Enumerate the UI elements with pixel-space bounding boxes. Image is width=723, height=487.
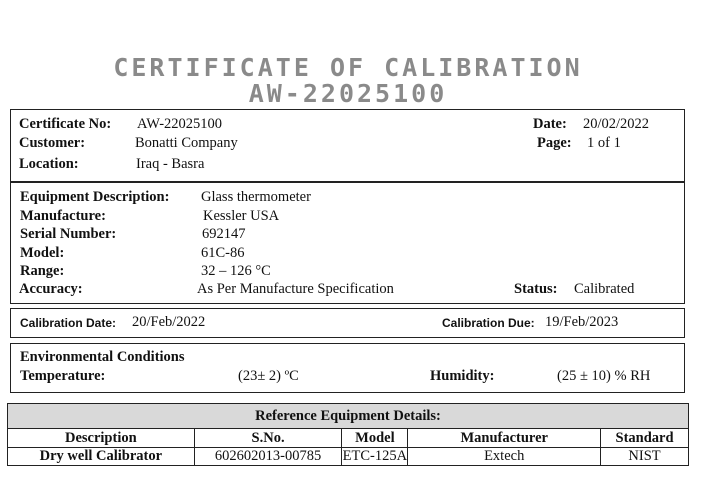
manufacture-value: Kessler USA xyxy=(203,208,280,224)
equipment-description-value: Glass thermometer xyxy=(201,189,311,205)
accuracy-label: Accuracy: xyxy=(19,281,83,297)
table-cell-model: ETC-125A xyxy=(342,448,408,464)
table-cell-standard: NIST xyxy=(601,448,689,466)
model-label: Model: xyxy=(20,245,65,261)
serial-number-label: Serial Number: xyxy=(20,226,117,242)
model-value: 61C-86 xyxy=(201,245,245,261)
calibration-due-value: 19/Feb/2023 xyxy=(545,314,619,330)
date-label: Date: xyxy=(533,116,567,132)
reference-table-heading: Reference Equipment Details: xyxy=(8,404,689,429)
manufacture-label: Manufacture: xyxy=(20,208,106,224)
temperature-value: (23± 2) ºC xyxy=(238,368,299,384)
calibration-date-label: Calibration Date: xyxy=(20,316,117,330)
column-header: Model xyxy=(342,429,408,448)
column-header: Manufacturer xyxy=(408,429,601,448)
certificate-title: CERTIFICATE OF CALIBRATION xyxy=(113,53,583,82)
status-label: Status: xyxy=(514,281,558,297)
location-value: Iraq - Basra xyxy=(136,156,205,172)
accuracy-value: As Per Manufacture Specification xyxy=(197,281,394,297)
range-value: 32 – 126 °C xyxy=(201,263,271,279)
certificate-number-title: AW-22025100 xyxy=(248,79,448,108)
table-cell-manufacturer: Extech xyxy=(408,448,601,466)
reference-equipment-table xyxy=(7,403,689,466)
status-value: Calibrated xyxy=(574,281,635,297)
humidity-value: (25 ± 10) % RH xyxy=(557,368,651,384)
location-label: Location: xyxy=(19,156,79,172)
certificate-no-value: AW-22025100 xyxy=(137,116,223,132)
column-header: S.No. xyxy=(194,429,342,448)
temperature-label: Temperature: xyxy=(20,368,106,384)
humidity-label: Humidity: xyxy=(430,368,495,384)
column-header: Description xyxy=(8,429,195,448)
customer-value: Bonatti Company xyxy=(135,135,238,151)
certificate-no-label: Certificate No: xyxy=(19,116,112,132)
serial-number-value: 692147 xyxy=(202,226,246,242)
reference-table-header-row xyxy=(8,429,689,448)
customer-label: Customer: xyxy=(19,135,86,151)
calibration-date-value: 20/Feb/2022 xyxy=(132,314,206,330)
date-value: 20/02/2022 xyxy=(583,116,650,132)
range-label: Range: xyxy=(20,263,65,279)
table-cell-serial: 602602013-00785 xyxy=(194,448,342,466)
equipment-description-label: Equipment Description: xyxy=(20,189,170,205)
page-value: 1 of 1 xyxy=(587,135,621,151)
table-row xyxy=(8,448,689,466)
table-cell-description: Dry well Calibrator xyxy=(8,448,195,466)
environment-heading: Environmental Conditions xyxy=(20,349,185,365)
column-header: Standard xyxy=(601,429,689,448)
page-label: Page: xyxy=(537,135,572,151)
calibration-due-label: Calibration Due: xyxy=(442,316,535,330)
